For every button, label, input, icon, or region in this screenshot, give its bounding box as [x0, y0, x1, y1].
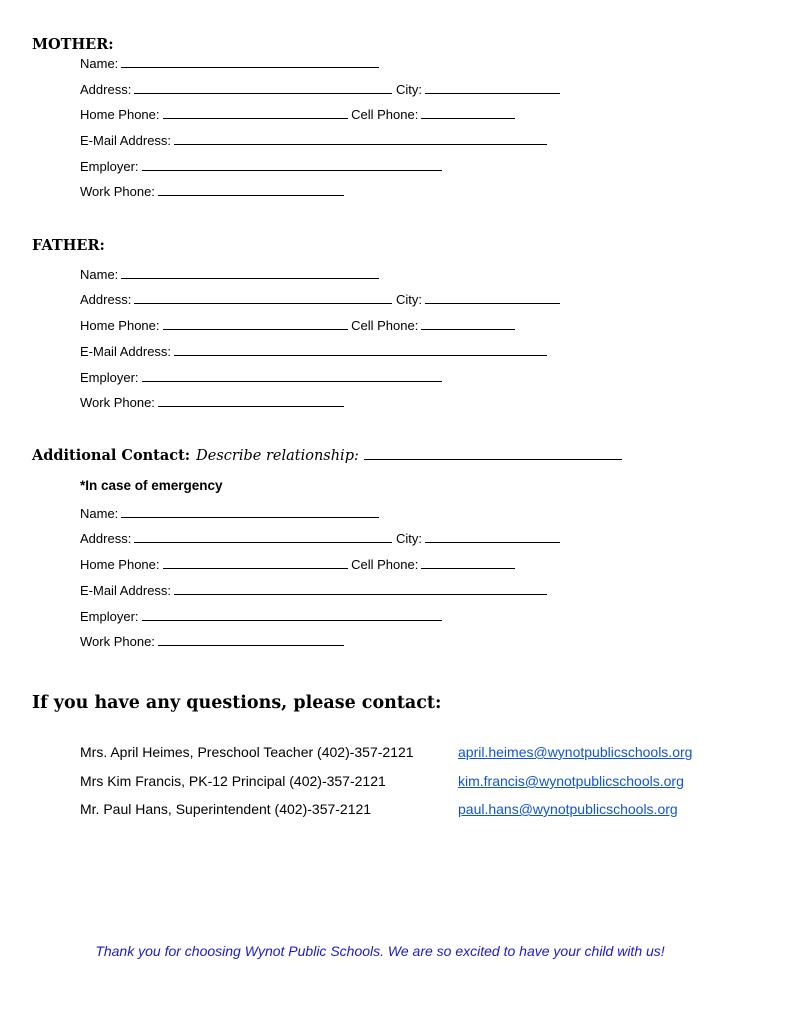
home-phone-label: Home Phone: — [80, 557, 160, 572]
address-label: Address: — [80, 292, 132, 307]
mother-employer-field — [80, 158, 442, 175]
principal-email-link[interactable]: kim.francis@wynotpublicschools.org — [458, 773, 684, 789]
additional-work-phone-field — [80, 633, 344, 650]
name-label: Name: — [80, 506, 119, 521]
work-phone-label: Work Phone: — [80, 634, 155, 649]
additional-address-input[interactable] — [134, 530, 392, 543]
father-phone-field — [80, 317, 515, 334]
father-address-input[interactable] — [134, 291, 392, 304]
cell-phone-label: Cell Phone: — [351, 557, 419, 572]
address-label: Address: — [80, 82, 132, 97]
father-city-input[interactable] — [425, 291, 560, 304]
contact-principal: Mrs Kim Francis, PK-12 Principal (402)-357-2121 — [80, 773, 386, 789]
additional-email-field — [80, 582, 547, 599]
employer-label: Employer: — [80, 159, 139, 174]
employer-label: Employer: — [80, 609, 139, 624]
contact-superintendent: Mr. Paul Hans, Superintendent (402)-357-2121 — [80, 801, 372, 817]
additional-name-field — [80, 505, 379, 522]
mother-name-field — [80, 55, 379, 72]
thank-you-footer: Thank you for choosing Wynot Public Schools. We are so excited to have your child with us! — [95, 943, 665, 959]
additional-name-input[interactable] — [121, 505, 379, 518]
cell-phone-label: Cell Phone: — [351, 318, 419, 333]
mother-email-field — [80, 132, 547, 149]
father-email-field — [80, 343, 547, 360]
mother-employer-input[interactable] — [142, 158, 442, 171]
mother-home-phone-input[interactable] — [163, 106, 348, 119]
home-phone-label: Home Phone: — [80, 318, 160, 333]
teacher-email-link[interactable]: april.heimes@wynotpublicschools.org — [458, 744, 693, 760]
city-label: City: — [395, 531, 422, 546]
additional-cell-phone-input[interactable] — [421, 556, 515, 569]
city-label: City: — [395, 292, 422, 307]
additional-home-phone-input[interactable] — [163, 556, 348, 569]
home-phone-label: Home Phone: — [80, 107, 160, 122]
mother-work-phone-field — [80, 183, 344, 200]
father-work-phone-field — [80, 394, 344, 411]
father-employer-input[interactable] — [142, 369, 442, 382]
father-name-input[interactable] — [121, 266, 379, 279]
email-label: E-Mail Address: — [80, 344, 172, 359]
email-label: E-Mail Address: — [80, 583, 172, 598]
mother-heading: MOTHER: — [32, 36, 114, 53]
additional-city-input[interactable] — [425, 530, 560, 543]
cell-phone-label: Cell Phone: — [351, 107, 419, 122]
additional-work-phone-input[interactable] — [158, 633, 344, 646]
father-home-phone-input[interactable] — [163, 317, 348, 330]
mother-address-input[interactable] — [134, 81, 392, 94]
name-label: Name: — [80, 56, 119, 71]
work-phone-label: Work Phone: — [80, 395, 155, 410]
describe-relationship-label: Describe relationship: — [196, 448, 359, 464]
father-work-phone-input[interactable] — [158, 394, 344, 407]
city-label: City: — [395, 82, 422, 97]
father-email-input[interactable] — [174, 343, 547, 356]
contact-teacher: Mrs. April Heimes, Preschool Teacher (402)-357-2121 — [80, 744, 414, 760]
additional-phone-field — [80, 556, 515, 573]
father-employer-field — [80, 369, 442, 386]
additional-contact-heading — [32, 447, 622, 465]
address-label: Address: — [80, 531, 132, 546]
mother-email-input[interactable] — [174, 132, 547, 145]
superintendent-email-link[interactable]: paul.hans@wynotpublicschools.org — [458, 801, 678, 817]
father-name-field — [80, 266, 379, 283]
father-address-field — [80, 291, 560, 308]
mother-cell-phone-input[interactable] — [421, 106, 515, 119]
additional-employer-input[interactable] — [142, 608, 442, 621]
relationship-input[interactable] — [364, 447, 622, 460]
email-label: E-Mail Address: — [80, 133, 172, 148]
additional-address-field — [80, 530, 560, 547]
work-phone-label: Work Phone: — [80, 184, 155, 199]
mother-address-field — [80, 81, 560, 98]
emergency-note: *In case of emergency — [80, 478, 223, 493]
additional-email-input[interactable] — [174, 582, 547, 595]
mother-name-input[interactable] — [121, 55, 379, 68]
employer-label: Employer: — [80, 370, 139, 385]
father-heading: FATHER: — [32, 237, 105, 254]
questions-heading: If you have any questions, please contact: — [32, 693, 442, 713]
additional-employer-field — [80, 608, 442, 625]
additional-contact-label: Additional Contact: — [32, 447, 191, 464]
mother-phone-field — [80, 106, 515, 123]
mother-city-input[interactable] — [425, 81, 560, 94]
mother-work-phone-input[interactable] — [158, 183, 344, 196]
name-label: Name: — [80, 267, 119, 282]
father-cell-phone-input[interactable] — [421, 317, 515, 330]
